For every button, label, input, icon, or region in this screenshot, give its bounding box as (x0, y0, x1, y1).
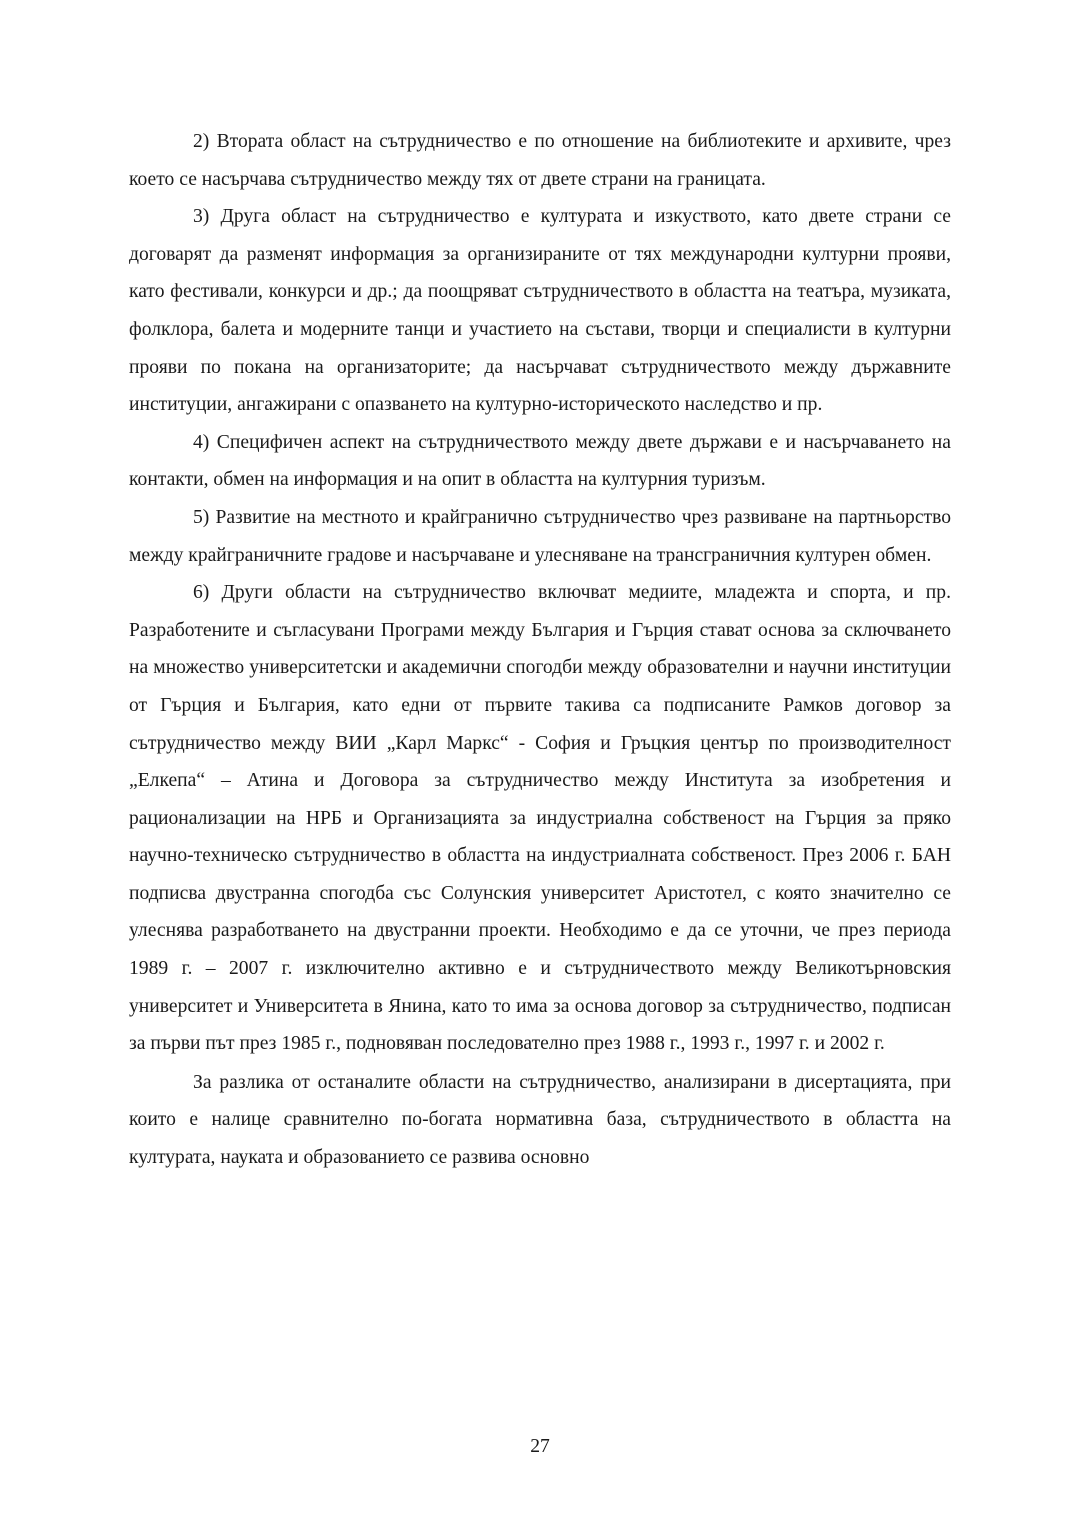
page-number: 27 (530, 1436, 550, 1457)
paragraph-other-areas: 6) Други области на сътрудничество включват медиите, младежта и спорта, и пр. Разработените и съгласувани Програми между България и Гърция стават основа за сключването на множество университетски и академични спогодби между образователни и научни институции от Гърция и България, като едни от първите такива са подписаните Рамков договор за сътрудничество между ВИИ „Карл Маркс“ - София и Гръцкия център по производителност „Елкепа“ – Атина и Договора за сътрудничество между Института за изобретения и рационализации на НРБ и Организацията за индустриална собственост на Гърция за пряко научно-техническо сътрудничество в областта на индустриалната собственост. През 2006 г. БАН подписва двустранна спогодба със Солунския университет Аристотел, с която значително се улеснява разработването на двустранни проекти. Необходимо е да се уточни, че през периода 1989 г. – 2007 г. изключително активно е и сътрудничеството между Великотърновския университет и Университета в Янина, като то има за основа договор за сътрудничество, подписан за първи път през 1985 г., подновяван последователно през 1988 г., 1993 г., 1997 г. и 2002 г. (129, 582, 951, 1055)
document-body (129, 123, 951, 1177)
paragraph-conclusion: За разлика от останалите области на сътрудничество, анализирани в дисертацията, при които е налице сравнително по-богата нормативна база, сътрудничеството в областта на културата, науката и образованието се развива основно (129, 1071, 951, 1169)
paragraph-libraries-archives: 2) Втората област на сътрудничество е по отношение на библиотеките и архивите, чрез което се насърчава сътрудничество между тях от двете страни на границата. (129, 131, 951, 190)
paragraph-culture-arts: 3) Друга област на сътрудничество е културата и изкуството, като двете страни се договарят да разменят информация за организираните от тях международни културни прояви, като фестивали, конкурси и др.; да поощряват сътрудничеството в областта на театъра, музиката, фолклора, балета и модерните танци и участието на състави, творци и специалисти в културни прояви по покана на организаторите; да насърчават сътрудничеството между държавните институции, ангажирани с опазването на културно-историческото наследство и пр. (129, 206, 951, 416)
paragraph-cross-border: 5) Развитие на местното и крайгранично сътрудничество чрез развиване на партньорство между крайграничните градове и насърчаване и улесняване на трансграничния културен обмен. (129, 506, 951, 566)
paragraph-cultural-tourism: 4) Специфичен аспект на сътрудничеството между двете държави е и насърчаването на контакти, обмен на информация и на опит в областта на културния туризъм. (129, 431, 951, 491)
